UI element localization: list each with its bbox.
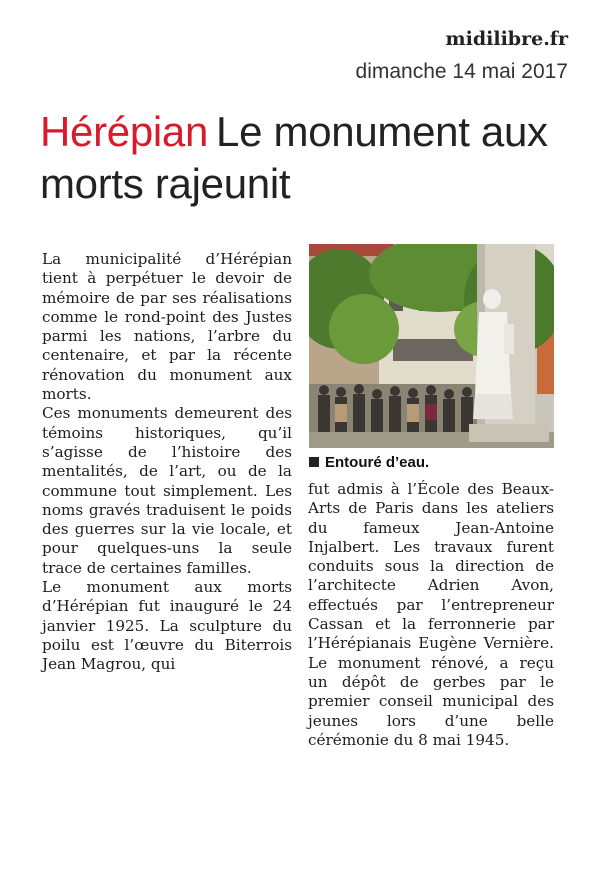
article-paragraph-2: Ces monuments demeurent des témoins historiques, qu’il s’agisse de l’histoire des mentalités, de l’art, ou de la commune tout simplement. Les noms gravés traduisent le poids des guerres sur la vie locale, et pour quelques-uns la seule trace de certaines familles. xyxy=(42,404,292,577)
headline-kicker: Hérépian xyxy=(40,108,209,155)
headline-title: Le monument aux morts rajeunit xyxy=(40,108,548,207)
monument-photo xyxy=(309,244,554,448)
article-column-right xyxy=(308,480,554,750)
article-paragraph-4: fut admis à l’École des Beaux-Arts de Paris dans les ateliers du fameux Jean-Antoine Injalbert. Les travaux furent conduits sous la direction de l’architecte Adrien Avon, effectués par l’entrepreneur Cassan et la ferronnerie par l’Hérépianais Eugène Vernière. Le monument rénové, a reçu un dépôt de gerbes par le premier conseil municipal des jeunes lors d’une belle cérémonie du 8 mai 1945. xyxy=(308,480,554,749)
headline xyxy=(40,106,580,210)
caption-bullet-icon xyxy=(309,457,319,467)
publication-date: dimanche 14 mai 2017 xyxy=(355,60,568,83)
article-paragraph-1: La municipalité d’Hérépian tient à perpétuer le devoir de mémoire de par ses réalisations comme le rond-point des Justes parmi les nations, l’arbre du centenaire, et par la récente rénovation du monument aux morts. xyxy=(42,250,292,404)
article-column-left xyxy=(42,250,292,675)
article-paragraph-3: Le monument aux morts d’Hérépian fut inauguré le 24 janvier 1925. La sculpture du poilu est l’œuvre du Biterrois Jean Magrou, qui xyxy=(42,578,292,674)
monument-photo-illustration xyxy=(309,244,554,448)
source-site: midilibre.fr xyxy=(445,28,568,50)
photo-caption-text: Entouré d’eau. xyxy=(325,454,430,471)
photo-caption xyxy=(309,454,429,471)
